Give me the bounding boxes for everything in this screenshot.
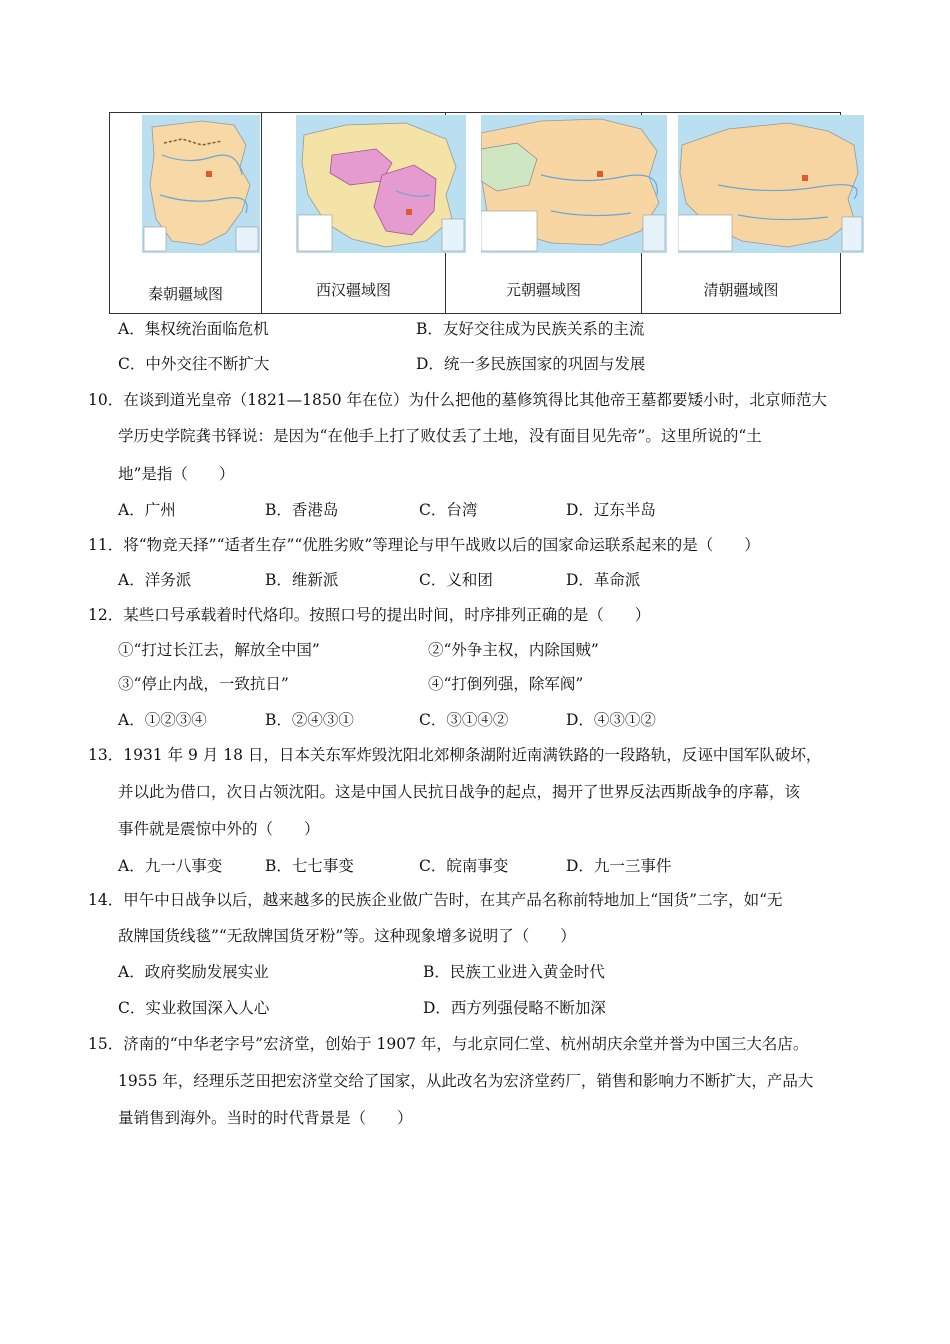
yuan-map-image bbox=[481, 115, 667, 253]
q13-line-3: 事件就是震惊中外的（ ） bbox=[118, 820, 320, 838]
map-cell-yuan bbox=[446, 113, 642, 313]
q12-slogan-3: ③“停止内战，一致抗日” bbox=[118, 675, 289, 693]
han-map-image bbox=[296, 115, 466, 253]
map-caption-qing: 清朝疆域图 bbox=[703, 281, 779, 299]
q15-line-2: 1955 年，经理乐芝田把宏济堂交给了国家，从此改名为宏济堂药厂，销售和影响力不断扩大，产品大 bbox=[118, 1072, 814, 1090]
q12-slogan-4: ④“打倒列强，除军阀” bbox=[428, 675, 584, 693]
q10-option-a: A．广州 bbox=[118, 501, 176, 519]
q13-option-c: C．皖南事变 bbox=[419, 857, 509, 875]
q11-option-a: A．洋务派 bbox=[118, 571, 192, 589]
q9-option-c: C．中外交往不断扩大 bbox=[118, 355, 270, 373]
map-caption-han: 西汉疆域图 bbox=[315, 281, 391, 299]
q9-option-a: A．集权统治面临危机 bbox=[118, 320, 269, 338]
map-cell-qing bbox=[642, 113, 840, 313]
q12-option-c: C．③①④② bbox=[419, 711, 509, 729]
map-caption-yuan: 元朝疆域图 bbox=[505, 281, 581, 299]
map-cell-qin bbox=[110, 113, 262, 313]
q12-slogan-2: ②“外争主权，内除国贼” bbox=[428, 641, 599, 659]
q9-option-d: D．统一多民族国家的巩固与发展 bbox=[416, 355, 646, 373]
q12-option-d: D．④③①② bbox=[566, 711, 656, 729]
q14-option-b: B．民族工业进入黄金时代 bbox=[423, 963, 605, 981]
q11-option-d: D．革命派 bbox=[566, 571, 641, 589]
q15-line-1: 15．济南的“中华老字号”宏济堂，创始于 1907 年，与北京同仁堂、杭州胡庆余堂并誉为中国三大名店。 bbox=[88, 1035, 809, 1053]
q13-option-b: B．七七事变 bbox=[265, 857, 354, 875]
q10-option-c: C．台湾 bbox=[419, 501, 478, 519]
q11-line-1: 11．将“物竞天择”“适者生存”“优胜劣败”等理论与甲午战败以后的国家命运联系起来的是（ ） bbox=[88, 536, 760, 554]
q10-option-d: D．辽东半岛 bbox=[566, 501, 656, 519]
q14-line-2: 敌牌国货线毯”“无敌牌国货牙粉”等。这种现象增多说明了（ ） bbox=[118, 927, 576, 945]
qing-map-image bbox=[678, 115, 864, 253]
qin-map-image bbox=[142, 115, 260, 253]
q12-slogan-1: ①“打过长江去，解放全中国” bbox=[118, 641, 320, 659]
q14-option-a: A．政府奖励发展实业 bbox=[118, 963, 269, 981]
dynasty-map-table bbox=[109, 112, 841, 314]
q14-line-1: 14．甲午中日战争以后，越来越多的民族企业做广告时，在其产品名称前特地加上“国货”二字，如“无 bbox=[88, 891, 783, 909]
q13-line-1: 13．1931 年 9 月 18 日，日本关东军炸毁沈阳北郊柳条湖附近南满铁路的一段路轨，反诬中国军队破坏， bbox=[88, 746, 822, 764]
q10-line-1: 10．在谈到道光皇帝（1821—1850 年在位）为什么把他的墓修筑得比其他帝王墓都要矮小时，北京师范大 bbox=[88, 391, 828, 409]
q12-option-b: B．②④③① bbox=[265, 711, 354, 729]
q10-line-3: 地”是指（ ） bbox=[118, 465, 235, 483]
q10-option-b: B．香港岛 bbox=[265, 501, 339, 519]
map-cell-han bbox=[262, 113, 446, 313]
map-caption-qin: 秦朝疆域图 bbox=[147, 285, 223, 303]
q13-line-2: 并以此为借口，次日占领沈阳。这是中国人民抗日战争的起点，揭开了世界反法西斯战争的序幕，该 bbox=[118, 783, 801, 801]
q10-line-2: 学历史学院龚书铎说：是因为“在他手上打了败仗丢了土地，没有面目见先帝”。这里所说的“土 bbox=[118, 427, 762, 445]
q14-option-c: C．实业救国深入人心 bbox=[118, 999, 270, 1017]
q13-option-a: A．九一八事变 bbox=[118, 857, 223, 875]
q14-option-d: D．西方列强侵略不断加深 bbox=[423, 999, 606, 1017]
q12-line-1: 12．某些口号承载着时代烙印。按照口号的提出时间，时序排列正确的是（ ） bbox=[88, 606, 651, 624]
q9-option-b: B．友好交往成为民族关系的主流 bbox=[416, 320, 645, 338]
q11-option-c: C．义和团 bbox=[419, 571, 493, 589]
q12-option-a: A．①②③④ bbox=[118, 711, 207, 729]
q13-option-d: D．九一三事件 bbox=[566, 857, 672, 875]
q15-line-3: 量销售到海外。当时的时代背景是（ ） bbox=[118, 1109, 413, 1127]
q11-option-b: B．维新派 bbox=[265, 571, 339, 589]
